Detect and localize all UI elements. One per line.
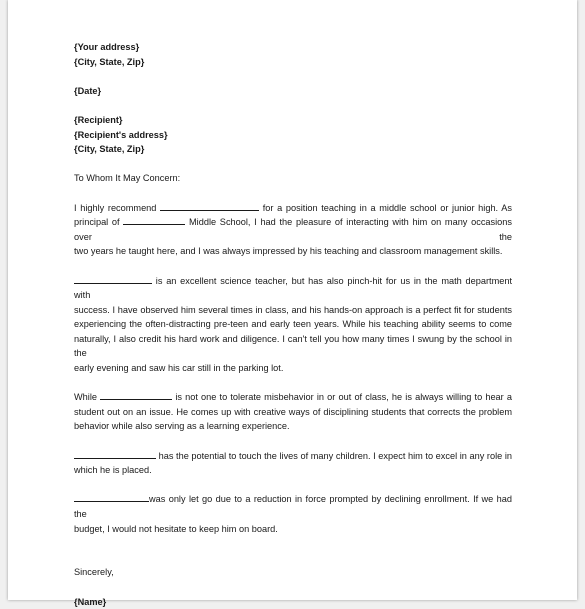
paragraph-science-teacher: [74, 274, 512, 376]
paragraph-line: [74, 449, 512, 464]
paragraph-recommendation: [74, 201, 512, 259]
paragraph-line: [74, 274, 512, 303]
paragraph-line: behavior while also serving as a learning experience.: [74, 421, 290, 432]
letter-body: [74, 40, 512, 609]
signature-name: {Name}: [74, 596, 107, 607]
closing: Sincerely,: [74, 567, 114, 578]
paragraph-line: experiencing the often-distracting pre-teen and early teen years. While his teaching ability seems to come: [74, 319, 512, 330]
document-page: [8, 0, 577, 607]
paragraph-line: two years he taught here, and I was always impressed by his teaching and classroom management skills.: [74, 246, 503, 257]
paragraph-reduction-in-force: [74, 492, 512, 536]
recipient-city-state-zip: {City, State, Zip}: [74, 144, 145, 155]
paragraph-line: early evening and saw his car still in the parking lot.: [74, 363, 284, 374]
text-segment: Middle School, I had the pleasure of interacting with him on many occasions over the: [74, 217, 512, 242]
paragraph-discipline: [74, 390, 512, 434]
text-segment: I highly recommend: [74, 202, 157, 213]
paragraph-line: [74, 215, 512, 244]
name-blank: [160, 201, 259, 211]
paragraph-line: student out on an issue. He comes up with creative ways of disciplining students that corrects the problem: [74, 406, 512, 417]
recipient-address: {Recipient's address}: [74, 129, 168, 140]
text-segment: principal of: [74, 217, 120, 228]
school-blank: [123, 215, 185, 225]
sender-address: {Your address}: [74, 42, 140, 52]
paragraph-potential: [74, 449, 512, 478]
recipient-name: {Recipient}: [74, 114, 123, 125]
text-segment: While: [74, 392, 97, 403]
paragraph-line: success. I have observed him several times in class, and his hands-on approach is a perfect fit for students: [74, 304, 512, 315]
paragraph-line: [74, 201, 512, 216]
name-blank: [74, 492, 149, 502]
name-blank: [100, 390, 172, 400]
date-placeholder: {Date}: [74, 85, 102, 96]
text-segment: has the potential to touch the lives of many children. I expect him to excel in any role in: [158, 450, 512, 461]
paragraph-line: [74, 390, 512, 405]
text-segment: for a position teaching in a middle school or junior high. As: [262, 202, 512, 213]
text-segment: is an excellent science teacher, but has also pinch-hit for us in the math department with: [74, 275, 512, 301]
name-blank: [74, 449, 156, 459]
text-segment: is not one to tolerate misbehavior in or out of class, he is always willing to hear a: [175, 392, 512, 403]
sender-city-state-zip: {City, State, Zip}: [74, 56, 145, 67]
text-segment: was only let go due to a reduction in force prompted by declining enrollment. If we had the: [74, 494, 512, 519]
paragraph-line: naturally, I also credit his hard work and diligence. I can't tell you how many times I swung by the school in the: [74, 333, 512, 359]
paragraph-line: [74, 492, 512, 521]
salutation: To Whom It May Concern:: [74, 173, 181, 184]
paragraph-line: budget, I would not hesitate to keep him on board.: [74, 523, 278, 534]
paragraph-line: which he is placed.: [74, 465, 152, 476]
name-blank: [74, 274, 152, 284]
